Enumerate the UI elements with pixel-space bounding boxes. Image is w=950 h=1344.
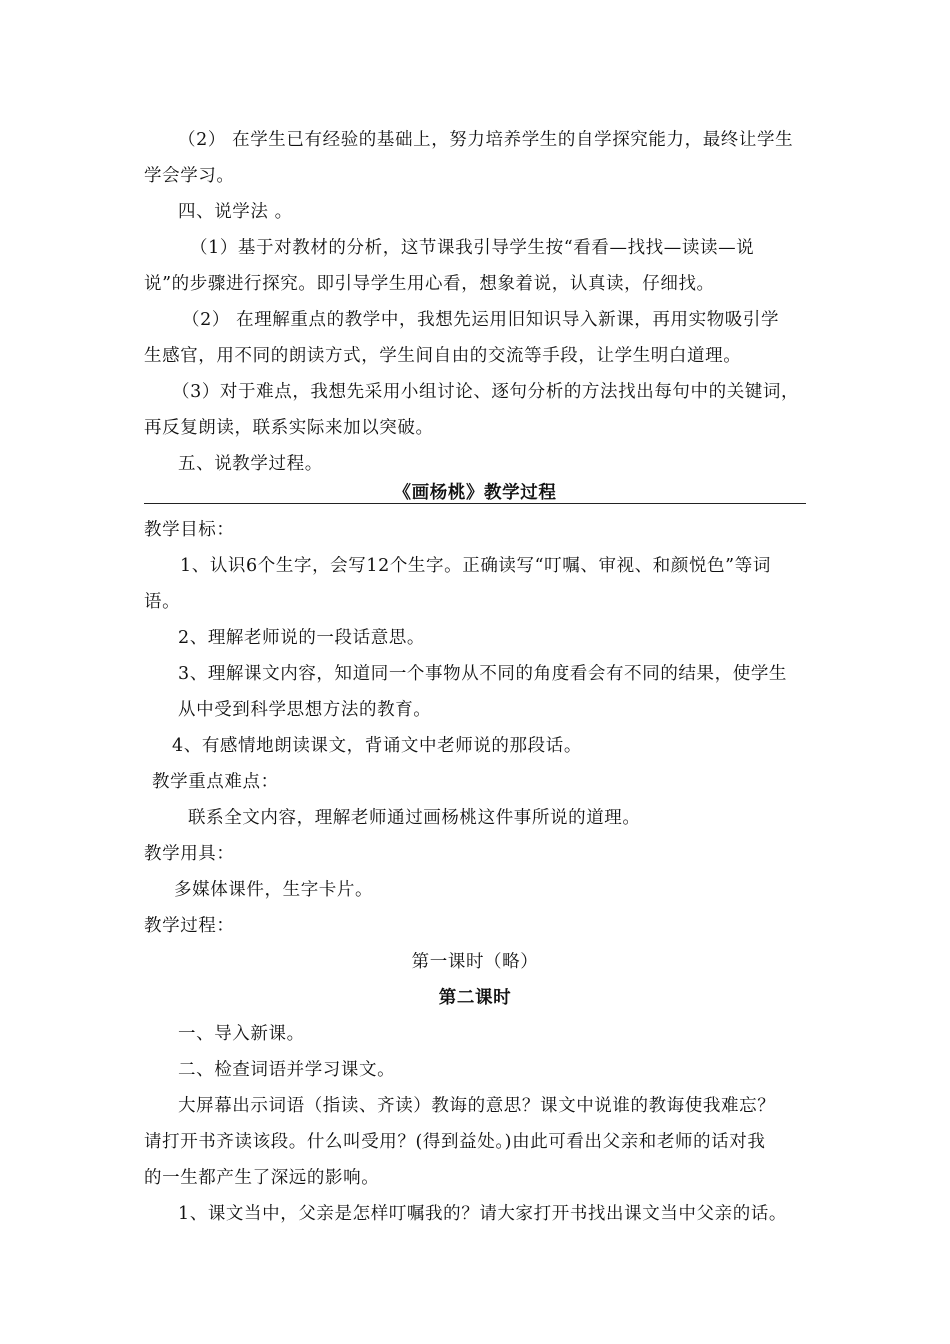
- tools-label: 教学用具：: [144, 844, 235, 864]
- steps-label: 教学过程：: [144, 916, 235, 936]
- step-2-question-1: 1、课文当中，父亲是怎样叮嘱我的？请大家打开书找出课文当中父亲的话。: [178, 1204, 788, 1224]
- step-2-paragraph-line-1: 大屏幕出示词语（指读、齐读）教诲的意思？课文中说谁的教诲使我难忘？: [178, 1096, 776, 1116]
- goal-4: 4、有感情地朗读课文，背诵文中老师说的那段话。: [172, 736, 582, 756]
- method-1-line-2: 说”的步骤进行探究。即引导学生用心看，想象着说，认真读，仔细找。: [144, 274, 715, 294]
- step-2: 二、检查词语并学习课文。: [178, 1060, 396, 1080]
- heading-learning-methods: 四、说学法 。: [178, 202, 293, 222]
- method-2-line-1: （2） 在理解重点的教学中，我想先运用旧知识导入新课，再用实物吸引学: [182, 310, 780, 330]
- method-3-line-2: 再反复朗读，联系实际来加以突破。: [144, 418, 434, 438]
- goal-3-line-1: 3、理解课文内容，知道同一个事物从不同的角度看会有不同的结果，使学生: [178, 664, 788, 684]
- heading-teaching-process: 五、说教学过程。: [178, 454, 323, 474]
- key-points-label: 教学重点难点：: [152, 772, 279, 792]
- tools-text: 多媒体课件，生字卡片。: [174, 880, 374, 900]
- title-underline: [144, 503, 806, 504]
- goal-2: 2、理解老师说的一段话意思。: [178, 628, 426, 648]
- lesson-1-heading: 第一课时（略）: [411, 952, 539, 972]
- step-2-paragraph-line-3: 的一生都产生了深远的影响。: [144, 1168, 380, 1188]
- paragraph-goal-2-line-1: （2） 在学生已有经验的基础上，努力培养学生的自学探究能力，最终让学生: [178, 130, 794, 150]
- method-2-line-2: 生感官，用不同的朗读方式，学生间自由的交流等手段，让学生明白道理。: [144, 346, 742, 366]
- paragraph-goal-2-line-2: 学会学习。: [144, 166, 235, 186]
- method-3-line-1: （3）对于难点，我想先采用小组讨论、逐句分析的方法找出每句中的关键词，: [172, 382, 800, 402]
- goals-label: 教学目标：: [144, 520, 235, 540]
- goal-3-line-2: 从中受到科学思想方法的教育。: [178, 700, 432, 720]
- method-1-line-1: （1）基于对教材的分析，这节课我引导学生按“看看—找找—读读—说: [190, 238, 755, 258]
- goal-1-line-1: 1、认识6个生字，会写12个生字。正确读写“叮嘱、审视、和颜悦色”等词: [180, 556, 771, 576]
- goal-1-line-2: 语。: [144, 592, 181, 612]
- step-2-paragraph-line-2: 请打开书齐读该段。什么叫受用？(得到益处。)由此可看出父亲和老师的话对我: [144, 1132, 766, 1152]
- section-title: 《画杨桃》教学过程: [393, 483, 557, 503]
- lesson-2-heading: 第二课时: [438, 988, 512, 1008]
- key-points-text: 联系全文内容，理解老师通过画杨桃这件事所说的道理。: [188, 808, 641, 828]
- step-1: 一、导入新课。: [178, 1024, 305, 1044]
